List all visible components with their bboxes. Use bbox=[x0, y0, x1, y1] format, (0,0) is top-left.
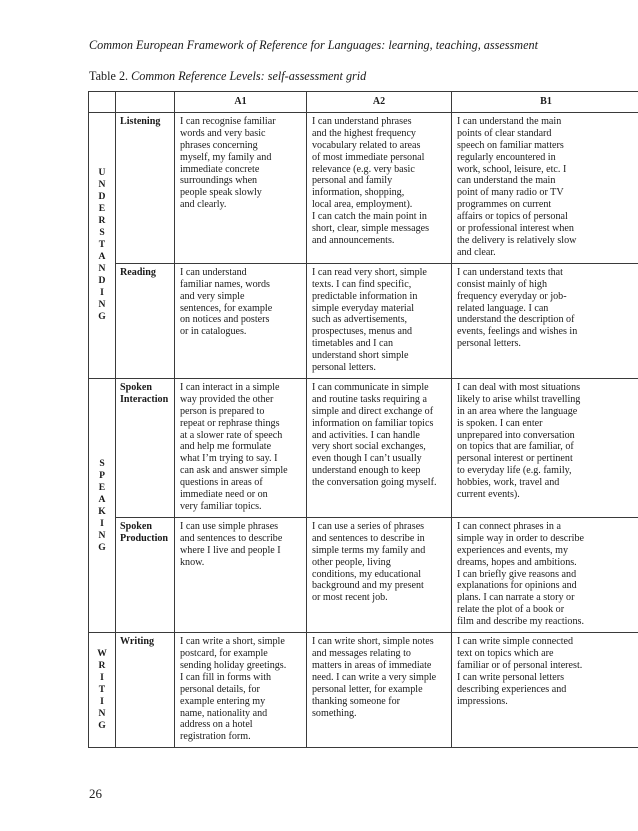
descriptor-line: information, shopping, bbox=[312, 187, 405, 199]
descriptor-line: immediate concrete bbox=[180, 163, 260, 175]
section-label-writing bbox=[89, 633, 116, 748]
descriptor-line: something. bbox=[312, 707, 357, 719]
descriptor-line: immediate need or on bbox=[180, 489, 268, 501]
descriptor-line: regularly encountered in bbox=[457, 151, 556, 163]
descriptor-line: predictable information in bbox=[312, 290, 418, 302]
descriptor-line: I can understand the main bbox=[457, 115, 562, 127]
descriptor-line: timetables and I can bbox=[312, 338, 393, 350]
descriptor-line: I can fill in forms with bbox=[180, 671, 272, 683]
descriptor-line: the conversation going myself. bbox=[312, 477, 437, 489]
descriptor-line: relevance (e.g. very basic bbox=[312, 163, 415, 175]
descriptor-line: impressions. bbox=[457, 695, 508, 707]
section-letter: I bbox=[100, 696, 104, 708]
section-letter: N bbox=[98, 179, 106, 191]
descriptor-line: plans. I can narrate a story or bbox=[457, 592, 575, 604]
section-letter: T bbox=[98, 239, 106, 251]
section-letter: S bbox=[99, 227, 105, 239]
descriptor-line: frequency everyday or job- bbox=[457, 290, 567, 302]
section-letter: I bbox=[100, 287, 104, 299]
descriptor-line: I can read very short, simple bbox=[312, 266, 427, 278]
grid-row bbox=[89, 633, 638, 748]
descriptor-line: vocabulary related to areas bbox=[312, 139, 421, 151]
descriptor-line: words and very basic bbox=[180, 127, 266, 139]
descriptor-line: programmes on current bbox=[457, 199, 552, 211]
section-letter: W bbox=[97, 648, 107, 660]
descriptor-line: I can understand bbox=[180, 266, 247, 278]
descriptor-line: know. bbox=[180, 556, 205, 568]
descriptor-line: I can write a short, simple bbox=[180, 636, 285, 648]
descriptor-line: relate the plot of a book or bbox=[457, 604, 565, 616]
grid-row bbox=[89, 112, 638, 263]
descriptor-line: events, feelings and wishes in bbox=[457, 326, 578, 338]
section-letter: I bbox=[100, 517, 104, 529]
descriptor-line: dreams, hopes and ambitions. bbox=[457, 556, 577, 568]
descriptor-cell-a2 bbox=[307, 517, 452, 632]
descriptor-line: phrases concerning bbox=[180, 139, 258, 151]
descriptor-line: questions in areas of bbox=[180, 477, 263, 489]
skill-label-line: Production bbox=[120, 532, 169, 544]
section-letter: R bbox=[98, 660, 106, 672]
descriptor-line: and activities. I can handle bbox=[312, 429, 420, 441]
descriptor-line: matters in areas of immediate bbox=[312, 659, 432, 671]
descriptor-line: and sentences to describe bbox=[180, 532, 283, 544]
descriptor-line: conditions, my educational bbox=[312, 568, 422, 580]
descriptor-line: even though I can’t usually bbox=[312, 453, 422, 465]
descriptor-line: need. I can write a very simple bbox=[312, 671, 437, 683]
descriptor-line: understand short simple bbox=[312, 350, 409, 362]
descriptor-line: I can deal with most situations bbox=[457, 381, 581, 393]
section-letter: G bbox=[98, 720, 106, 732]
descriptor-line: and routine tasks requiring a bbox=[312, 393, 427, 405]
table-number: Table 2. bbox=[89, 69, 129, 83]
descriptor-line: and help me formulate bbox=[180, 441, 272, 453]
descriptor-cell-b1 bbox=[452, 633, 638, 748]
section-letter: I bbox=[100, 672, 104, 684]
descriptor-line: personal interest or pertinent bbox=[457, 453, 573, 465]
descriptor-line: in an area where the language bbox=[457, 405, 578, 417]
skill-label-line: Listening bbox=[120, 115, 161, 127]
section-letter: A bbox=[98, 493, 106, 505]
descriptor-line: texts. I can find specific, bbox=[312, 278, 412, 290]
table-title bbox=[89, 69, 366, 84]
descriptor-line: I can write short, simple notes bbox=[312, 636, 434, 648]
section-letter: N bbox=[98, 299, 106, 311]
skill-label bbox=[116, 378, 175, 517]
descriptor-line: background and my present bbox=[312, 580, 424, 592]
descriptor-line: such as advertisements, bbox=[312, 314, 408, 326]
descriptor-line: surroundings when bbox=[180, 175, 258, 187]
descriptor-line: at a slower rate of speech bbox=[180, 429, 283, 441]
descriptor-line: sending holiday greetings. bbox=[180, 659, 287, 671]
descriptor-line: I can communicate in simple bbox=[312, 381, 429, 393]
level-header-a1: A1 bbox=[175, 92, 307, 113]
descriptor-line: understand enough to keep bbox=[312, 465, 421, 477]
descriptor-line: personal letters. bbox=[457, 338, 521, 350]
descriptor-line: on topics that are familiar, of bbox=[457, 441, 574, 453]
descriptor-line: to everyday life (e.g. family, bbox=[457, 465, 572, 477]
descriptor-line: person is prepared to bbox=[180, 405, 265, 417]
descriptor-line: likely to arise whilst travelling bbox=[457, 393, 581, 405]
descriptor-line: I can use a series of phrases bbox=[312, 520, 425, 532]
descriptor-line: simple terms my family and bbox=[312, 544, 426, 556]
descriptor-line: very short social exchanges, bbox=[312, 441, 426, 453]
descriptor-line: name, nationality and bbox=[180, 707, 268, 719]
descriptor-line: simple everyday material bbox=[312, 302, 415, 314]
descriptor-line: registration form. bbox=[180, 731, 251, 743]
descriptor-cell-a1 bbox=[175, 263, 307, 378]
descriptor-line: what I’m trying to say. I bbox=[180, 453, 278, 465]
descriptor-line: film and describe my reactions. bbox=[457, 616, 584, 628]
descriptor-line: I can use simple phrases bbox=[180, 520, 279, 532]
descriptor-line: current events). bbox=[457, 489, 520, 501]
grid-row bbox=[89, 263, 638, 378]
descriptor-line: I can understand phrases bbox=[312, 115, 412, 127]
section-letter: R bbox=[98, 215, 106, 227]
descriptor-cell-b1 bbox=[452, 378, 638, 517]
descriptor-cell-b1 bbox=[452, 517, 638, 632]
descriptor-line: short, clear, simple messages bbox=[312, 223, 430, 235]
section-letter: S bbox=[99, 457, 105, 469]
descriptor-line: thanking someone for bbox=[312, 695, 401, 707]
descriptor-line: personal letters. bbox=[312, 362, 376, 374]
descriptor-line: can understand the main bbox=[457, 175, 556, 187]
section-letter: P bbox=[99, 469, 105, 481]
descriptor-line: familiar or of personal interest. bbox=[457, 659, 583, 671]
descriptor-line: unprepared into conversation bbox=[457, 429, 575, 441]
skill-header-cell bbox=[116, 92, 175, 113]
descriptor-cell-a2 bbox=[307, 633, 452, 748]
descriptor-line: and clearly. bbox=[180, 199, 227, 211]
section-letter: N bbox=[98, 529, 106, 541]
descriptor-line: describing experiences and bbox=[457, 683, 567, 695]
descriptor-line: on notices and posters bbox=[180, 314, 270, 326]
descriptor-line: speech on familiar matters bbox=[457, 139, 564, 151]
level-header-a2: A2 bbox=[307, 92, 452, 113]
descriptor-line: text on topics which are bbox=[457, 647, 554, 659]
descriptor-cell-a1 bbox=[175, 112, 307, 263]
descriptor-line: I can write personal letters bbox=[457, 671, 565, 683]
section-letter: T bbox=[98, 684, 106, 696]
descriptor-line: the delivery is relatively slow bbox=[457, 234, 577, 246]
grid-row bbox=[89, 378, 638, 517]
descriptor-line: simple way in order to describe bbox=[457, 532, 584, 544]
descriptor-cell-a1 bbox=[175, 517, 307, 632]
skill-label bbox=[116, 517, 175, 632]
descriptor-line: where I live and people I bbox=[180, 544, 281, 556]
page-number: 26 bbox=[89, 786, 102, 801]
descriptor-line: people speak slowly bbox=[180, 187, 262, 199]
descriptor-line: is spoken. I can enter bbox=[457, 417, 543, 429]
section-letter: K bbox=[98, 505, 106, 517]
descriptor-line: points of clear standard bbox=[457, 127, 552, 139]
skill-label-line: Interaction bbox=[120, 393, 169, 405]
corner-cell bbox=[89, 92, 116, 113]
descriptor-line: myself, my family and bbox=[180, 151, 272, 163]
descriptor-cell-b1 bbox=[452, 112, 638, 263]
descriptor-line: personal and family bbox=[312, 175, 393, 187]
descriptor-line: very familiar topics. bbox=[180, 501, 262, 512]
descriptor-line: consist mainly of high bbox=[457, 278, 547, 290]
self-assessment-grid bbox=[88, 91, 638, 748]
descriptor-line: hobbies, work, travel and bbox=[457, 477, 560, 489]
descriptor-line: I can catch the main point in bbox=[312, 211, 427, 223]
section-letter: N bbox=[98, 708, 106, 720]
grid-row bbox=[89, 517, 638, 632]
descriptor-line: familiar names, words bbox=[180, 278, 270, 290]
descriptor-line: or professional interest when bbox=[457, 223, 574, 235]
descriptor-cell-a2 bbox=[307, 112, 452, 263]
descriptor-line: or in catalogues. bbox=[180, 326, 247, 338]
skill-label-line: Reading bbox=[120, 266, 156, 278]
descriptor-line: work, school, leisure, etc. I bbox=[457, 163, 567, 175]
descriptor-line: repeat or rephrase things bbox=[180, 417, 280, 429]
descriptor-line: and sentences to describe in bbox=[312, 532, 425, 544]
descriptor-line: can ask and answer simple bbox=[180, 465, 288, 477]
skill-label bbox=[116, 633, 175, 748]
section-letter: E bbox=[98, 203, 106, 215]
descriptor-line: I can recognise familiar bbox=[180, 115, 276, 127]
descriptor-line: postcard, for example bbox=[180, 647, 268, 659]
section-label-speaking bbox=[89, 378, 116, 632]
descriptor-line: personal details, for bbox=[180, 683, 260, 695]
skill-label-line: Spoken bbox=[120, 381, 152, 393]
descriptor-cell-a2 bbox=[307, 378, 452, 517]
running-head: Common European Framework of Reference for Languages: learning, teaching, assessment bbox=[89, 38, 538, 52]
descriptor-line: point of many radio or TV bbox=[457, 187, 564, 199]
descriptor-line: I can connect phrases in a bbox=[457, 520, 561, 532]
descriptor-line: and clear. bbox=[457, 246, 496, 258]
descriptor-line: personal letter, for example bbox=[312, 683, 423, 695]
section-letter: G bbox=[98, 541, 106, 553]
skill-label bbox=[116, 263, 175, 378]
descriptor-line: and messages relating to bbox=[312, 647, 411, 659]
section-letter: U bbox=[98, 167, 106, 179]
section-letter: A bbox=[98, 251, 106, 263]
descriptor-line: sentences, for example bbox=[180, 302, 273, 314]
skill-label bbox=[116, 112, 175, 263]
descriptor-line: affairs or topics of personal bbox=[457, 211, 568, 223]
section-label-understanding bbox=[89, 112, 116, 378]
descriptor-line: of most immediate personal bbox=[312, 151, 425, 163]
descriptor-line: other people, living bbox=[312, 556, 391, 568]
descriptor-line: explanations for opinions and bbox=[457, 580, 577, 592]
grid-body bbox=[89, 112, 638, 747]
section-letter: N bbox=[98, 263, 106, 275]
descriptor-line: and the highest frequency bbox=[312, 127, 416, 139]
descriptor-cell-b1 bbox=[452, 263, 638, 378]
descriptor-line: prospectuses, menus and bbox=[312, 326, 413, 338]
section-letter: D bbox=[98, 191, 106, 203]
descriptor-line: I can understand texts that bbox=[457, 266, 563, 278]
descriptor-line: I can write simple connected bbox=[457, 636, 574, 648]
descriptor-line: address on a hotel bbox=[180, 719, 253, 731]
descriptor-line: and announcements. bbox=[312, 234, 395, 246]
descriptor-line: example entering my bbox=[180, 695, 266, 707]
descriptor-line: local area, employment). bbox=[312, 199, 413, 211]
level-header-b1: B1 bbox=[452, 92, 638, 113]
descriptor-cell-a2 bbox=[307, 263, 452, 378]
descriptor-line: and very simple bbox=[180, 290, 245, 302]
descriptor-line: experiences and events, my bbox=[457, 544, 568, 556]
descriptor-line: I can interact in a simple bbox=[180, 381, 280, 393]
section-letter: D bbox=[98, 275, 106, 287]
skill-label-line: Spoken bbox=[120, 520, 152, 532]
descriptor-line: related language. I can bbox=[457, 302, 549, 314]
descriptor-line: I can briefly give reasons and bbox=[457, 568, 577, 580]
skill-label-line: Writing bbox=[120, 636, 155, 648]
descriptor-line: understand the description of bbox=[457, 314, 575, 326]
descriptor-cell-a1 bbox=[175, 633, 307, 748]
descriptor-line: simple and direct exchange of bbox=[312, 405, 434, 417]
descriptor-line: way provided the other bbox=[180, 393, 274, 405]
header-row bbox=[89, 92, 638, 113]
descriptor-line: information on familiar topics bbox=[312, 417, 434, 429]
descriptor-line: or most recent job. bbox=[312, 592, 388, 604]
section-letter: G bbox=[98, 311, 106, 323]
table-caption: Common Reference Levels: self-assessment grid bbox=[131, 69, 367, 83]
descriptor-cell-a1 bbox=[175, 378, 307, 517]
section-letter: E bbox=[98, 481, 106, 493]
